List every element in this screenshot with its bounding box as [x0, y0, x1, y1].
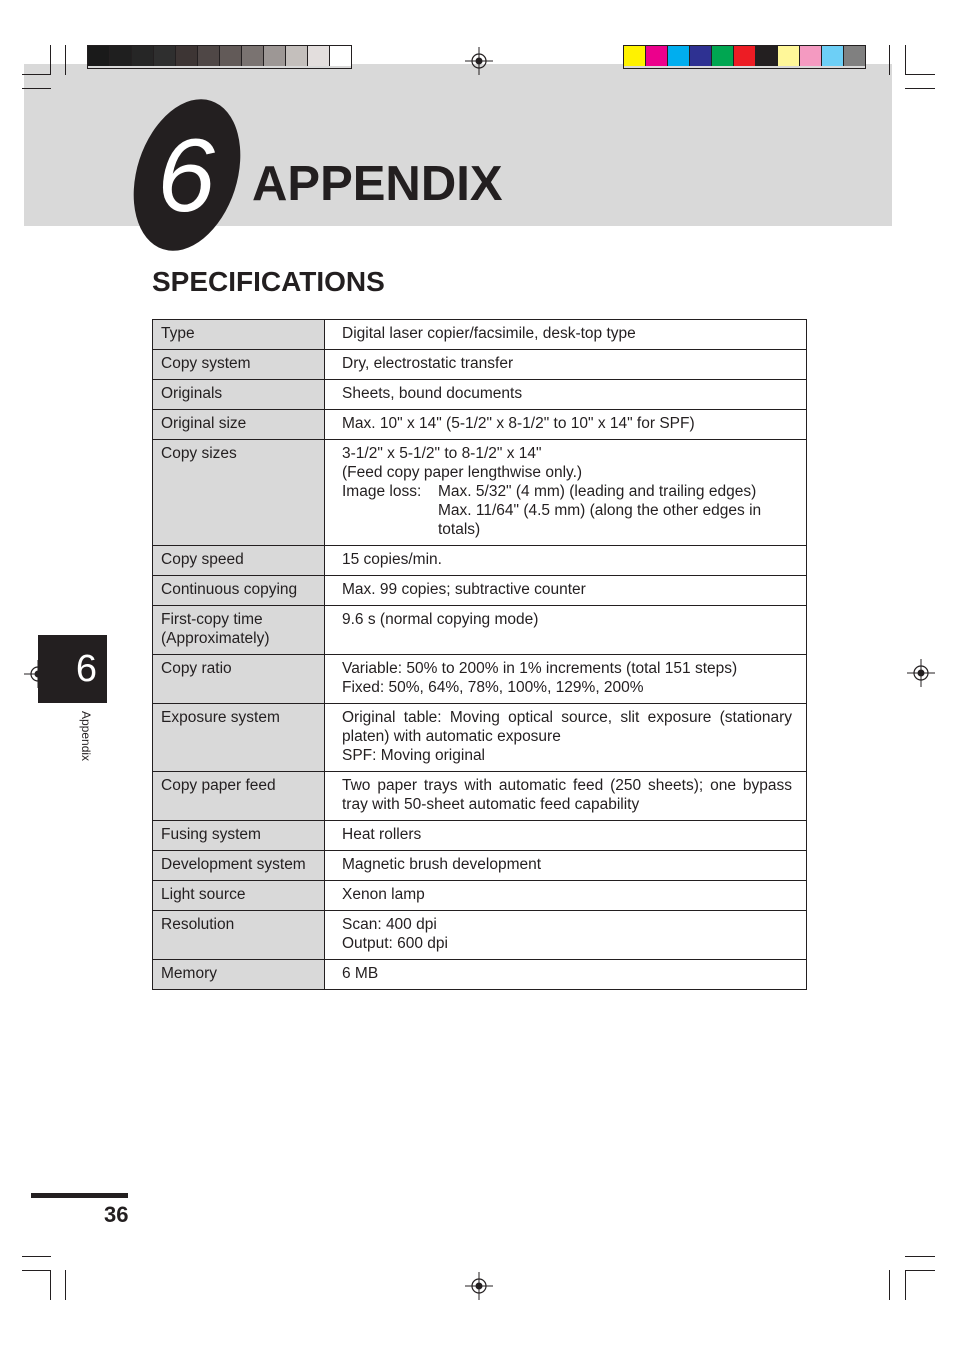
- spec-label-text: First-copy time: [161, 611, 263, 628]
- spec-value-text: Magnetic brush development: [342, 856, 542, 873]
- spec-row: [153, 704, 807, 772]
- color-swatch: [778, 46, 800, 66]
- spec-label: [153, 606, 325, 655]
- specifications-table: [152, 319, 807, 990]
- image-loss-group: [342, 482, 792, 539]
- spec-value-text: Scan: 400 dpi: [342, 916, 437, 933]
- registration-mark-icon: [465, 47, 493, 75]
- gray-swatch: [286, 46, 308, 66]
- spec-value-text: Max. 10" x 14" (5-1/2" x 8-1/2" to 10" x 14" for SPF): [342, 415, 695, 432]
- color-swatch: [734, 46, 756, 66]
- spec-label-text: Copy speed: [161, 551, 244, 568]
- spec-value-text: 3-1/2" x 5-1/2" to 8-1/2" x 14": [342, 445, 542, 462]
- spec-value: [325, 655, 807, 704]
- gray-swatch: [154, 46, 176, 66]
- spec-label: [153, 380, 325, 410]
- spec-row: [153, 881, 807, 911]
- spec-label: [153, 546, 325, 576]
- gray-swatch: [330, 46, 351, 66]
- spec-value-text: Variable: 50% to 200% in 1% increments (total 151 steps): [342, 660, 738, 677]
- registration-mark-icon: [907, 659, 935, 687]
- gray-swatch: [88, 46, 110, 66]
- spec-value: [325, 576, 807, 606]
- spec-value: [325, 704, 807, 772]
- side-chapter-tab: [38, 635, 107, 703]
- color-swatch: [712, 46, 734, 66]
- spec-label-text: Continuous copying: [161, 581, 298, 598]
- spec-value: [325, 320, 807, 350]
- chapter-number: 6: [157, 118, 215, 234]
- spec-label: [153, 911, 325, 960]
- page-number: 36: [104, 1202, 129, 1227]
- spec-row: [153, 655, 807, 704]
- spec-row: [153, 821, 807, 851]
- spec-label: [153, 410, 325, 440]
- spec-row: [153, 380, 807, 410]
- spec-value: [325, 821, 807, 851]
- spec-label: [153, 320, 325, 350]
- spec-value: [325, 546, 807, 576]
- color-swatch: [690, 46, 712, 66]
- spec-label-text: Copy paper feed: [161, 777, 276, 794]
- spec-value-text: Dry, electrostatic transfer: [342, 355, 514, 372]
- spec-value-text: Heat rollers: [342, 826, 422, 843]
- spec-label: [153, 440, 325, 546]
- spec-label: [153, 772, 325, 821]
- spec-value: [325, 960, 807, 990]
- spec-label-text: Fusing system: [161, 826, 261, 843]
- spec-label-text: Memory: [161, 965, 217, 982]
- page-number-rule: [31, 1193, 128, 1198]
- spec-value-text: Digital laser copier/facsimile, desk-top type: [342, 325, 636, 342]
- spec-label-text: (Approximately): [161, 630, 270, 647]
- spec-value: [325, 851, 807, 881]
- spec-row: [153, 606, 807, 655]
- spec-label: [153, 960, 325, 990]
- spec-value-text: 15 copies/min.: [342, 551, 442, 568]
- spec-value: [325, 350, 807, 380]
- spec-label-text: Type: [161, 325, 195, 342]
- spec-label-text: Original size: [161, 415, 247, 432]
- chapter-number-badge: [132, 96, 242, 254]
- process-color-bar: [623, 45, 866, 69]
- gray-swatch: [176, 46, 198, 66]
- spec-label-text: Exposure system: [161, 709, 280, 726]
- spec-label-text: Originals: [161, 385, 223, 402]
- spec-label: [153, 350, 325, 380]
- side-tab-label: Appendix: [79, 711, 93, 762]
- spec-row: [153, 851, 807, 881]
- gray-swatch: [198, 46, 220, 66]
- spec-row: [153, 911, 807, 960]
- spec-value: [325, 410, 807, 440]
- spec-row: [153, 440, 807, 546]
- spec-value: [325, 881, 807, 911]
- side-tab-number: 6: [75, 647, 98, 690]
- spec-value: [325, 440, 807, 546]
- grayscale-color-bar: [87, 45, 352, 69]
- gray-swatch: [220, 46, 242, 66]
- gray-swatch: [132, 46, 154, 66]
- color-swatch: [668, 46, 690, 66]
- spec-label: [153, 851, 325, 881]
- spec-row: [153, 320, 807, 350]
- spec-label-text: Copy ratio: [161, 660, 232, 677]
- color-swatch: [646, 46, 668, 66]
- spec-row: [153, 772, 807, 821]
- chapter-title: APPENDIX: [252, 157, 503, 211]
- color-swatch: [822, 46, 844, 66]
- image-loss-label: Image loss:: [342, 483, 422, 500]
- spec-value: [325, 911, 807, 960]
- color-swatch: [844, 46, 865, 66]
- gray-swatch: [242, 46, 264, 66]
- color-swatch: [756, 46, 778, 66]
- spec-label: [153, 655, 325, 704]
- spec-value-text: 9.6 s (normal copying mode): [342, 611, 539, 628]
- spec-row: [153, 960, 807, 990]
- spec-value-text: Max. 99 copies; subtractive counter: [342, 581, 586, 598]
- spec-value-text: Two paper trays with automatic feed (250 sheets); one bypass tray with 50-sheet automatic feed capability: [342, 777, 792, 813]
- spec-label-text: Light source: [161, 886, 246, 903]
- spec-value-text: Sheets, bound documents: [342, 385, 523, 402]
- spec-label: [153, 704, 325, 772]
- spec-value-text: Output: 600 dpi: [342, 935, 448, 952]
- spec-value: [325, 772, 807, 821]
- gray-swatch: [264, 46, 286, 66]
- spec-row: [153, 350, 807, 380]
- spec-value-text: Original table: Moving optical source, slit exposure (stationary platen) with automatic exposure: [342, 709, 792, 745]
- spec-value-text: SPF: Moving original: [342, 747, 486, 764]
- spec-value-text: (Feed copy paper lengthwise only.): [342, 464, 583, 481]
- spec-value: [325, 380, 807, 410]
- section-title: SPECIFICATIONS: [152, 266, 385, 297]
- spec-value: [325, 606, 807, 655]
- spec-value-text: Xenon lamp: [342, 886, 425, 903]
- spec-row: [153, 410, 807, 440]
- color-swatch: [800, 46, 822, 66]
- color-swatch: [624, 46, 646, 66]
- spec-label: [153, 576, 325, 606]
- spec-label: [153, 821, 325, 851]
- spec-label-text: Copy system: [161, 355, 251, 372]
- spec-value-text: Fixed: 50%, 64%, 78%, 100%, 129%, 200%: [342, 679, 644, 696]
- image-loss-item: Max. 5/32" (4 mm) (leading and trailing edges): [438, 483, 757, 500]
- gray-swatch: [308, 46, 330, 66]
- spec-label-text: Copy sizes: [161, 445, 237, 462]
- spec-label-text: Development system: [161, 856, 306, 873]
- registration-mark-icon: [465, 1272, 493, 1300]
- spec-value-text: 6 MB: [342, 965, 379, 982]
- spec-label-text: Resolution: [161, 916, 235, 933]
- spec-row: [153, 576, 807, 606]
- gray-swatch: [110, 46, 132, 66]
- image-loss-item: Max. 11/64" (4.5 mm) (along the other edges in totals): [438, 502, 762, 538]
- spec-label: [153, 881, 325, 911]
- spec-row: [153, 546, 807, 576]
